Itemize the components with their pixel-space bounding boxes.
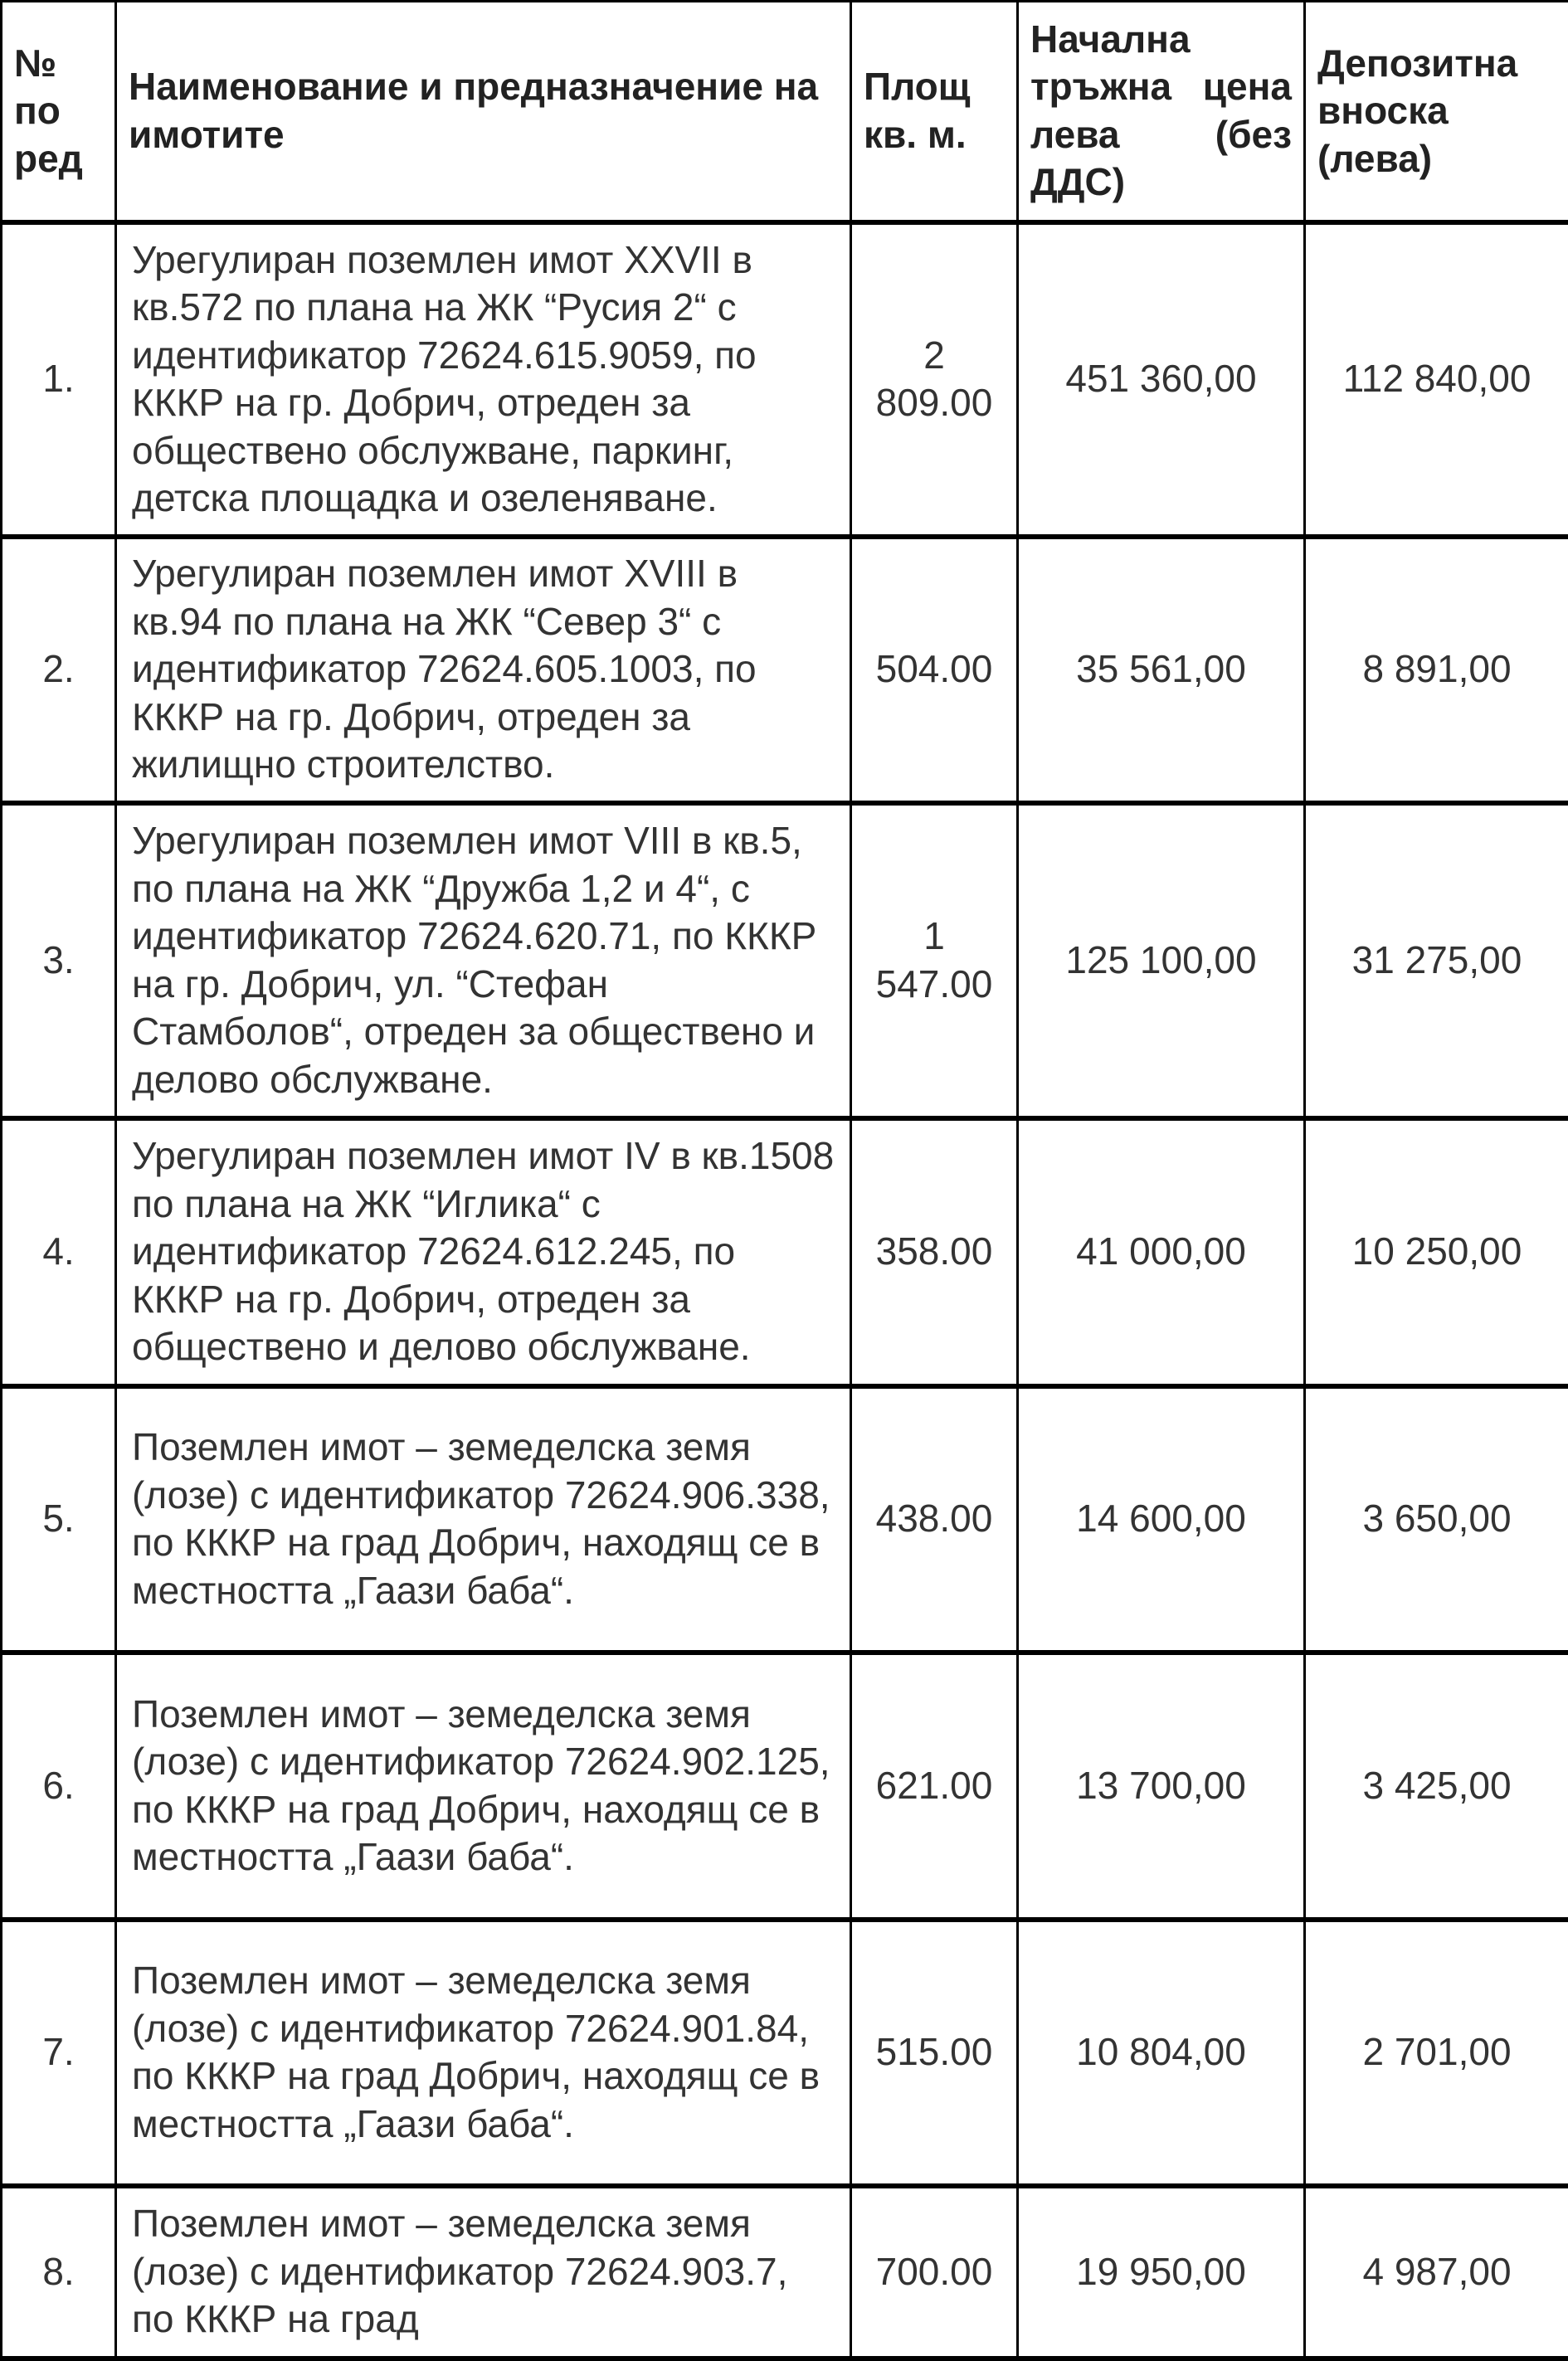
table-row	[2, 537, 1568, 803]
row-deposit: 31 275,00	[1305, 803, 1568, 1118]
row-name: Поземлен имот – земеделска земя (лозе) с идентификатор 72624.901.84, по КККР на град Добрич, находящ се в местността „Гаази баба“.	[116, 1920, 851, 2186]
row-deposit: 3 650,00	[1305, 1386, 1568, 1653]
row-no: 8.	[2, 2186, 116, 2359]
row-area: 621.00	[851, 1653, 1018, 1920]
row-deposit: 10 250,00	[1305, 1118, 1568, 1386]
row-no: 3.	[2, 803, 116, 1118]
row-no: 5.	[2, 1386, 116, 1653]
row-deposit: 2 701,00	[1305, 1920, 1568, 2186]
row-area: 515.00	[851, 1920, 1018, 2186]
row-area: 1 547.00	[851, 803, 1018, 1118]
row-area: 2 809.00	[851, 222, 1018, 537]
row-price: 19 950,00	[1018, 2186, 1305, 2359]
row-no: 2.	[2, 537, 116, 803]
row-name: Поземлен имот – земеделска земя (лозе) с идентификатор 72624.902.125, по КККР на град Добрич, находящ се в местността „Гаази баба“.	[116, 1653, 851, 1920]
table-row	[2, 222, 1568, 537]
header-no: № по ред	[2, 2, 116, 222]
row-deposit: 112 840,00	[1305, 222, 1568, 537]
row-deposit: 3 425,00	[1305, 1653, 1568, 1920]
row-name: Урегулиран поземлен имот IV в кв.1508 по плана на ЖК “Иглика“ с идентификатор 72624.612.245, по КККР на гр. Добрич, отреден за обществено и делово обслужване.	[116, 1118, 851, 1386]
row-price: 41 000,00	[1018, 1118, 1305, 1386]
table-row	[2, 1386, 1568, 1653]
row-price: 35 561,00	[1018, 537, 1305, 803]
table-header-row	[2, 2, 1568, 222]
row-area: 438.00	[851, 1386, 1018, 1653]
row-price: 10 804,00	[1018, 1920, 1305, 2186]
row-price: 13 700,00	[1018, 1653, 1305, 1920]
header-area: Площ кв. м.	[851, 2, 1018, 222]
row-price: 451 360,00	[1018, 222, 1305, 537]
row-no: 7.	[2, 1920, 116, 2186]
row-area: 504.00	[851, 537, 1018, 803]
row-name: Поземлен имот – земеделска земя (лозе) с идентификатор 72624.906.338, по КККР на град Добрич, находящ се в местността „Гаази баба“.	[116, 1386, 851, 1653]
table-row	[2, 1653, 1568, 1920]
table-row	[2, 1920, 1568, 2186]
row-area: 358.00	[851, 1118, 1018, 1386]
table-row	[2, 803, 1568, 1118]
row-no: 4.	[2, 1118, 116, 1386]
row-no: 1.	[2, 222, 116, 537]
row-deposit: 8 891,00	[1305, 537, 1568, 803]
row-name: Урегулиран поземлен имот XXVII в кв.572 по плана на ЖК “Русия 2“ с идентификатор 72624.615.9059, по КККР на гр. Добрич, отреден за обществено обслужване, паркинг, детска площадка и озеленяване.	[116, 222, 851, 537]
row-deposit: 4 987,00	[1305, 2186, 1568, 2359]
header-price: Начална тръжна цена лева (без ДДС)	[1018, 2, 1305, 222]
table-row	[2, 2186, 1568, 2359]
row-name: Урегулиран поземлен имот XVIII в кв.94 по плана на ЖК “Север 3“ с идентификатор 72624.605.1003, по КККР на гр. Добрич, отреден за жилищно строителство.	[116, 537, 851, 803]
header-deposit: Депозитна вноска (лева)	[1305, 2, 1568, 222]
row-name: Поземлен имот – земеделска земя (лозе) с идентификатор 72624.903.7, по КККР на град	[116, 2186, 851, 2359]
table-row	[2, 1118, 1568, 1386]
row-price: 14 600,00	[1018, 1386, 1305, 1653]
row-area: 700.00	[851, 2186, 1018, 2359]
header-name: Наименование и предназначение на имотите	[116, 2, 851, 222]
row-no: 6.	[2, 1653, 116, 1920]
row-price: 125 100,00	[1018, 803, 1305, 1118]
row-name: Урегулиран поземлен имот VIII в кв.5, по плана на ЖК “Дружба 1,2 и 4“, с идентификатор 72624.620.71, по КККР на гр. Добрич, ул. “Стефан Стамболов“, отреден за обществено и делово обслужване.	[116, 803, 851, 1118]
